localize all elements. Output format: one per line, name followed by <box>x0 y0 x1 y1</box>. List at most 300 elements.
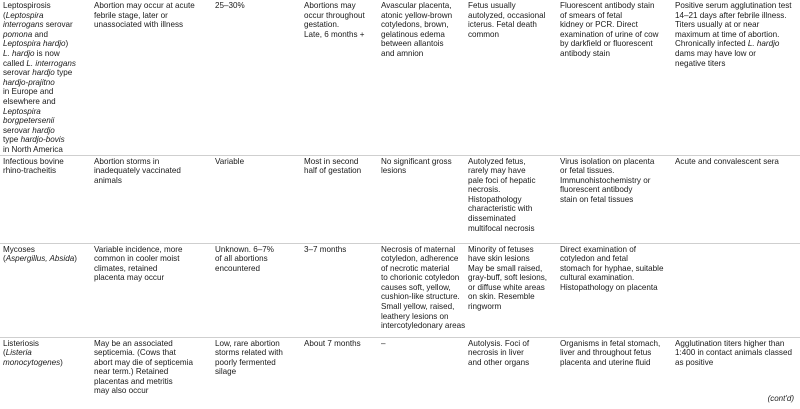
cell-line <box>560 20 669 30</box>
text-run: Listeriosis <box>3 338 39 348</box>
cell-line <box>560 283 669 293</box>
cell-line <box>3 11 88 21</box>
cell-line <box>468 214 554 224</box>
text-run: ( <box>3 10 6 20</box>
cell-line <box>560 339 669 349</box>
cell-line <box>94 264 209 274</box>
text-run: Chronically infected <box>675 39 748 49</box>
text-run: elsewhere and <box>3 96 56 106</box>
text-run: Abortion may occur at acute <box>94 1 195 10</box>
text-run: Unknown. 6–7% <box>215 244 274 254</box>
text-run: in Europe and <box>3 87 54 97</box>
cell-serology <box>672 243 800 337</box>
cell-placenta <box>378 337 465 403</box>
text-run: gray-buff, soft lesions, <box>468 273 548 283</box>
cell-line <box>381 312 462 322</box>
cell-fetus <box>465 243 557 337</box>
text-run: have skin lesions <box>468 254 530 264</box>
cell-line <box>468 283 554 293</box>
cell-lab <box>557 337 672 403</box>
text-run: 3–7 months <box>304 244 347 254</box>
cell-line <box>675 348 797 358</box>
cell-fetus <box>465 0 557 155</box>
text-run: cotyledon and fetal <box>560 254 628 264</box>
cell-line <box>3 78 88 88</box>
cell-line <box>381 20 462 30</box>
cell-line <box>560 11 669 21</box>
cell-line <box>215 358 298 368</box>
text-run: multifocal necrosis <box>468 223 535 233</box>
cell-line <box>381 254 462 264</box>
cell-line <box>3 97 88 107</box>
text-run: Autolyzed fetus, <box>468 156 526 166</box>
text-run: 25–30% <box>215 1 245 10</box>
text-run: animals <box>94 175 122 185</box>
text-run: Necrosis of maternal <box>381 244 456 254</box>
cell-frequency <box>212 0 301 155</box>
cell-time <box>301 243 378 337</box>
text-run: placenta and uterine fluid <box>560 357 651 367</box>
cell-line <box>468 11 554 21</box>
cell-frequency <box>212 155 301 243</box>
cell-line <box>215 348 298 358</box>
text-run: kidney or PCR. Direct <box>560 20 638 30</box>
cell-line <box>560 358 669 368</box>
cell-line <box>94 377 209 387</box>
cell-line <box>675 1 797 11</box>
text-run: stomach for hyphae, suitable <box>560 263 664 273</box>
cell-line <box>304 166 375 176</box>
table-row <box>0 0 800 155</box>
cell-line <box>304 1 375 11</box>
text-run: Small yellow, raised, <box>381 302 455 312</box>
text-run: hardjo-bovis <box>20 135 65 145</box>
text-run: characteristic with <box>468 204 533 214</box>
cell-line <box>215 157 298 167</box>
cell-placenta <box>378 0 465 155</box>
text-run: Histopathology on placenta <box>560 282 658 292</box>
cell-line <box>560 264 669 274</box>
text-run: may also occur <box>94 386 149 396</box>
cell-line <box>304 30 375 40</box>
cell-line <box>215 264 298 274</box>
cell-line <box>468 185 554 195</box>
cell-line <box>675 358 797 368</box>
text-run: antibody stain <box>560 48 610 58</box>
text-run: interrogans <box>3 20 44 30</box>
cell-line <box>3 30 88 40</box>
text-run: serovar <box>43 20 73 30</box>
text-run: Leptospira <box>3 106 41 116</box>
text-run: cotyledon, adherence <box>381 254 459 264</box>
cell-fetus <box>465 337 557 403</box>
text-run: pomona <box>3 29 33 39</box>
cell-line <box>94 386 209 396</box>
text-run: on skin. Resemble <box>468 292 535 302</box>
cell-line <box>94 358 209 368</box>
text-run: leathery lesions on <box>381 311 449 321</box>
cell-disease <box>91 155 212 243</box>
text-run: L. hardjo <box>3 48 35 58</box>
text-run: No significant gross <box>381 156 452 166</box>
cell-line <box>3 49 88 59</box>
text-run: borgpetersenii <box>3 116 55 126</box>
cell-line <box>468 20 554 30</box>
table-row <box>0 155 800 243</box>
cell-line <box>3 245 88 255</box>
text-run: cushion-like structure. <box>381 292 460 302</box>
cell-line <box>468 1 554 11</box>
text-run: and amnion <box>381 48 424 58</box>
text-run: hardjo <box>32 68 55 78</box>
text-run: necrosis in liver <box>468 348 524 358</box>
text-run: Low, rare abortion <box>215 338 280 348</box>
text-run: serovar <box>3 125 33 135</box>
cell-line <box>3 87 88 97</box>
text-run: gestation. <box>304 20 340 30</box>
text-run: Most in second <box>304 156 359 166</box>
cell-line <box>381 302 462 312</box>
text-run: Leptospirosis <box>3 1 51 10</box>
text-run: May be an associated <box>94 338 173 348</box>
cell-line <box>3 20 88 30</box>
text-run: monocytogenes <box>3 357 61 367</box>
text-run: lesions <box>381 166 407 176</box>
text-run: hardjo-prajitno <box>3 77 55 87</box>
cell-line <box>3 126 88 136</box>
text-run: ) <box>65 39 69 49</box>
text-run: Virus isolation on placenta <box>560 156 655 166</box>
cell-line <box>381 292 462 302</box>
text-run: encountered <box>215 263 261 273</box>
cell-line <box>468 157 554 167</box>
cell-line <box>560 245 669 255</box>
cell-line <box>468 30 554 40</box>
text-run: or fetal tissues. <box>560 166 615 176</box>
text-run: Abortion storms in <box>94 156 160 166</box>
text-run: dams may have low or <box>675 48 756 58</box>
cell-line <box>94 367 209 377</box>
text-run: Immunohistochemistry or <box>560 175 651 185</box>
text-run: atonic yellow-brown <box>381 10 453 20</box>
cell-line <box>381 264 462 274</box>
text-run: of necrotic material <box>381 263 450 273</box>
text-run: is now <box>34 48 60 58</box>
cell-line <box>215 339 298 349</box>
cell-lab <box>557 155 672 243</box>
text-run: maximum at time of abortion. <box>675 29 780 39</box>
text-run: About 7 months <box>304 338 361 348</box>
text-run: L. hardjo <box>747 39 780 49</box>
cell-line <box>468 292 554 302</box>
text-run: to chorionic cotyledon <box>381 273 460 283</box>
text-run: inadequately vaccinated <box>94 166 181 176</box>
cell-line <box>675 30 797 40</box>
cell-line <box>94 245 209 255</box>
cell-agent <box>0 155 91 243</box>
cell-line <box>304 339 375 349</box>
text-run: Infectious bovine <box>3 156 64 166</box>
cell-line <box>468 176 554 186</box>
text-run: in North America <box>3 144 63 154</box>
text-run: common <box>468 29 500 39</box>
text-run: unassociated with illness <box>94 20 184 30</box>
text-run: as positive <box>675 357 714 367</box>
text-run: – <box>381 338 386 348</box>
cell-line <box>94 1 209 11</box>
text-run: intercotyledonary areas <box>381 321 465 331</box>
cell-line <box>304 20 375 30</box>
cell-line <box>3 358 88 368</box>
cell-line <box>675 11 797 21</box>
cell-line <box>468 302 554 312</box>
cell-line <box>468 245 554 255</box>
cell-line <box>3 59 88 69</box>
text-run: type <box>54 68 73 78</box>
cell-line <box>381 49 462 59</box>
text-run: Mycoses <box>3 244 35 254</box>
text-run: of all abortions <box>215 254 268 264</box>
cell-line <box>560 195 669 205</box>
text-run: fluorescent antibody <box>560 185 633 195</box>
cell-line <box>3 39 88 49</box>
text-run: serovar <box>3 68 33 78</box>
cell-line <box>3 135 88 145</box>
text-run: Variable <box>215 156 245 166</box>
cell-line <box>304 157 375 167</box>
cell-line <box>94 254 209 264</box>
text-run: Aspergillus, Absida <box>5 254 75 264</box>
cell-line <box>215 254 298 264</box>
text-run: Autolysis. Foci of <box>468 338 530 348</box>
cell-line <box>215 367 298 377</box>
text-run: placentas and metritis <box>94 376 173 386</box>
text-run: Abortions may <box>304 1 356 10</box>
text-run: May be small raised, <box>468 263 543 273</box>
cell-line <box>560 157 669 167</box>
cell-line <box>468 224 554 234</box>
cell-line <box>560 30 669 40</box>
text-run: autolyzed, occasional <box>468 10 546 20</box>
cell-line <box>560 176 669 186</box>
cell-line <box>560 185 669 195</box>
text-run: Positive serum agglutination test <box>675 1 792 10</box>
cell-line <box>381 245 462 255</box>
text-run: Late, 6 months + <box>304 29 365 39</box>
cell-line <box>468 254 554 264</box>
cell-line <box>3 166 88 176</box>
cell-line <box>468 348 554 358</box>
text-run: rhino-tracheitis <box>3 166 57 176</box>
cell-line <box>3 145 88 155</box>
text-run: febrile stage, later or <box>94 10 168 20</box>
cell-line <box>381 321 465 331</box>
cell-line <box>94 339 209 349</box>
text-run: Organisms in fetal stomach, <box>560 338 661 348</box>
text-run: gelatinous edema <box>381 29 445 39</box>
cell-line <box>381 157 462 167</box>
cell-lab <box>557 0 672 155</box>
cell-line <box>381 339 462 349</box>
cell-line <box>381 283 462 293</box>
cell-frequency <box>212 243 301 337</box>
cell-line <box>468 358 554 368</box>
text-run: pale foci of hepatic <box>468 175 536 185</box>
text-run: stain on fetal tissues <box>560 194 634 204</box>
text-run: silage <box>215 367 237 377</box>
text-run: ( <box>3 348 6 358</box>
cell-line <box>560 49 669 59</box>
cell-line <box>215 1 298 11</box>
cell-line <box>381 1 462 11</box>
cell-disease <box>91 0 212 155</box>
text-run: septicemia. (Cows that <box>94 348 176 358</box>
text-run: abort may die of septicemia <box>94 357 193 367</box>
cell-line <box>381 30 462 40</box>
text-run: Agglutination titers higher than <box>675 338 785 348</box>
cell-serology <box>672 0 800 155</box>
text-run: occur throughout <box>304 10 365 20</box>
text-run: called <box>3 58 27 68</box>
cell-line <box>381 11 462 21</box>
cell-time <box>301 337 378 403</box>
text-run: Direct examination of <box>560 244 637 254</box>
cell-placenta <box>378 243 465 337</box>
text-run: common in cooler moist <box>94 254 180 264</box>
text-run: placenta may occur <box>94 273 165 283</box>
text-run: ) <box>60 357 63 367</box>
text-run: Leptospira <box>5 10 44 20</box>
cell-line <box>94 11 209 21</box>
text-run: Avascular placenta, <box>381 1 452 10</box>
cell-fetus <box>465 155 557 243</box>
cell-time <box>301 155 378 243</box>
cell-line <box>94 157 209 167</box>
text-run: Histopathology <box>468 194 522 204</box>
text-run: by darkfield or fluorescent <box>560 39 653 49</box>
text-run: disseminated <box>468 214 516 224</box>
text-run: ) <box>74 254 77 264</box>
cell-disease <box>91 337 212 403</box>
cell-line <box>304 11 375 21</box>
cell-line <box>3 116 88 126</box>
cell-serology <box>672 155 800 243</box>
cell-line <box>560 254 669 264</box>
text-run: icterus. Fetal death <box>468 20 537 30</box>
cell-agent <box>0 0 91 155</box>
cell-line <box>3 1 88 11</box>
cell-line <box>468 273 554 283</box>
text-run: ( <box>3 254 6 264</box>
text-run: half of gestation <box>304 166 362 176</box>
cell-line <box>468 195 554 205</box>
text-run: L. interrogans <box>26 58 76 68</box>
text-run: rarely may have <box>468 166 526 176</box>
cell-agent <box>0 337 91 403</box>
cell-time <box>301 0 378 155</box>
cell-agent <box>0 243 91 337</box>
cell-line <box>560 348 669 358</box>
text-run: or diffuse white areas <box>468 282 545 292</box>
text-run: Fluorescent antibody stain <box>560 1 655 10</box>
cell-frequency <box>212 337 301 403</box>
cell-disease <box>91 243 212 337</box>
text-run: Titers usually at or near <box>675 20 760 30</box>
text-run: and <box>32 29 49 39</box>
cell-line <box>3 339 88 349</box>
text-run: climates, retained <box>94 263 158 273</box>
text-run: necrosis. <box>468 185 501 195</box>
cell-line <box>3 348 88 358</box>
cell-line <box>381 39 462 49</box>
text-run: of smears of fetal <box>560 10 623 20</box>
text-run: Minority of fetuses <box>468 244 534 254</box>
text-run: cotyledons, brown, <box>381 20 449 30</box>
text-run: hardjo <box>32 125 55 135</box>
cell-line <box>3 107 88 117</box>
cell-line <box>675 59 797 69</box>
cell-serology <box>672 337 800 403</box>
text-run: negative titers <box>675 58 726 68</box>
cell-line <box>94 348 209 358</box>
cell-line <box>468 264 554 274</box>
cell-line <box>675 157 797 167</box>
cell-line <box>94 20 209 30</box>
cell-line <box>3 68 88 78</box>
text-run: Leptospira hardjo <box>3 39 66 49</box>
text-run: cultural examination. <box>560 273 635 283</box>
cell-line <box>560 39 669 49</box>
table-row <box>0 337 800 403</box>
cell-line <box>468 339 554 349</box>
cell-line <box>215 245 298 255</box>
text-run: Fetus usually <box>468 1 516 10</box>
text-run: storms related with <box>215 348 283 358</box>
text-run: examination of urine of cow <box>560 29 659 39</box>
cell-line <box>675 49 797 59</box>
text-run: type <box>3 135 21 145</box>
table-row <box>0 243 800 337</box>
cell-line <box>675 339 797 349</box>
text-run: causes soft, yellow, <box>381 282 451 292</box>
text-run: Variable incidence, more <box>94 244 183 254</box>
cell-line <box>560 166 669 176</box>
cell-placenta <box>378 155 465 243</box>
text-run: and other organs <box>468 357 530 367</box>
text-run: poorly fermented <box>215 357 276 367</box>
text-run: Listeria <box>5 348 32 358</box>
cell-line <box>468 166 554 176</box>
cell-line <box>94 176 209 186</box>
continued-note: (cont'd) <box>767 394 794 403</box>
cell-line <box>304 245 375 255</box>
cell-line <box>560 273 669 283</box>
text-run: 1:400 in contact animals classed <box>675 348 792 358</box>
text-run: between allantois <box>381 39 444 49</box>
cell-line <box>94 166 209 176</box>
cell-line <box>675 20 797 30</box>
cell-line <box>94 273 209 283</box>
text-run: liver and throughout fetus <box>560 348 652 358</box>
cell-line <box>3 254 88 264</box>
cell-lab <box>557 243 672 337</box>
cell-line <box>3 157 88 167</box>
cell-line <box>675 39 797 49</box>
cell-line <box>381 273 462 283</box>
cell-line <box>381 166 462 176</box>
text-run: near term.) Retained <box>94 367 169 377</box>
cell-line <box>560 1 669 11</box>
